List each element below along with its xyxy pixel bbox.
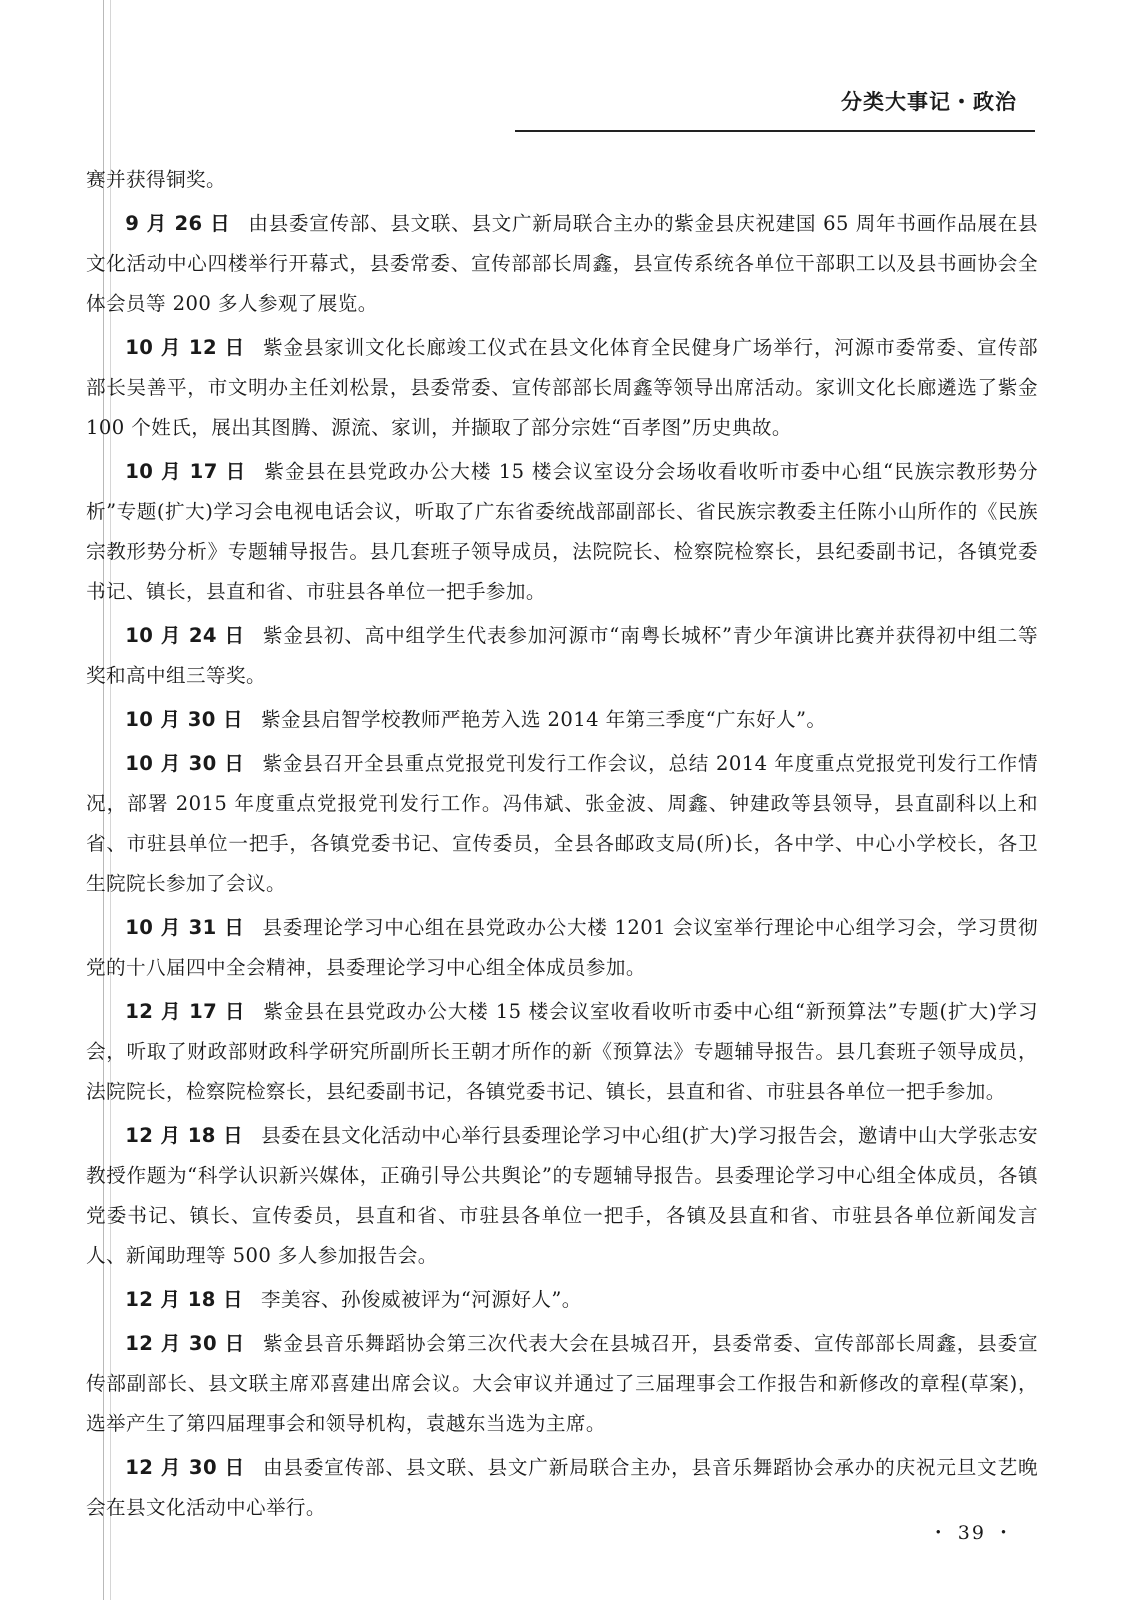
event-date: 12 月 30 日 bbox=[125, 1456, 246, 1479]
event-text: 紫金县召开全县重点党报党刊发行工作会议，总结 2014 年度重点党报党刊发行工作情况，部署 2015 年度重点党报党刊发行工作。冯伟斌、张金波、周鑫、钟建政等县领导，县直副科以上和省、市驻县单位一把手，各镇党委书记、宣传委员，全县各邮政支局(所)长，各中学、中心小学校长，各卫生院院长参加了会议。 bbox=[86, 752, 1038, 895]
page-body bbox=[86, 160, 1038, 1532]
event-date: 12 月 17 日 bbox=[125, 1000, 246, 1023]
event-entry bbox=[86, 452, 1038, 612]
event-text: 由县委宣传部、县文联、县文广新局联合主办的紫金县庆祝建国 65 周年书画作品展在县文化活动中心四楼举行开幕式，县委常委、宣传部部长周鑫，县宣传系统各单位干部职工以及县书画协会全体会员等 200 多人参观了展览。 bbox=[86, 212, 1038, 315]
event-date: 10 月 17 日 bbox=[125, 460, 247, 483]
event-entry bbox=[86, 1448, 1038, 1528]
event-entry bbox=[86, 328, 1038, 448]
event-text: 紫金县在县党政办公大楼 15 楼会议室收看收听市委中心组“新预算法”专题(扩大)学习会，听取了财政部财政科学研究所副所长王朝才所作的新《预算法》专题辅导报告。县几套班子领导成员，法院院长，检察院检察长，县纪委副书记，各镇党委书记、镇长，县直和省、市驻县各单位一把手参加。 bbox=[86, 1000, 1038, 1103]
event-text: 由县委宣传部、县文联、县文广新局联合主办，县音乐舞蹈协会承办的庆祝元旦文艺晚会在县文化活动中心举行。 bbox=[86, 1456, 1038, 1519]
event-text: 紫金县初、高中组学生代表参加河源市“南粤长城杯”青少年演讲比赛并获得初中组二等奖和高中组三等奖。 bbox=[86, 624, 1038, 687]
event-date: 10 月 12 日 bbox=[125, 336, 246, 359]
event-date: 12 月 30 日 bbox=[125, 1332, 246, 1355]
event-text: 紫金县启智学校教师严艳芳入选 2014 年第三季度“广东好人”。 bbox=[260, 708, 827, 731]
event-text: 李美容、孙俊威被评为“河源好人”。 bbox=[260, 1288, 582, 1311]
event-date: 10 月 30 日 bbox=[125, 752, 245, 775]
event-entry bbox=[86, 908, 1038, 988]
header-rule bbox=[515, 130, 1035, 132]
event-date: 9 月 26 日 bbox=[125, 212, 231, 235]
continued-paragraph: 赛并获得铜奖。 bbox=[86, 168, 226, 191]
event-text: 紫金县音乐舞蹈协会第三次代表大会在县城召开，县委常委、宣传部部长周鑫，县委宣传部副部长、县文联主席邓喜建出席会议。大会审议并通过了三届理事会工作报告和新修改的章程(草案)，选举产生了第四届理事会和领导机构，袁越东当选为主席。 bbox=[86, 1332, 1038, 1435]
event-date: 12 月 18 日 bbox=[125, 1124, 244, 1147]
event-entry bbox=[86, 992, 1038, 1112]
event-entry bbox=[86, 744, 1038, 904]
event-text: 紫金县家训文化长廊竣工仪式在县文化体育全民健身广场举行，河源市委常委、宣传部部长吴善平，市文明办主任刘松景，县委常委、宣传部部长周鑫等领导出席活动。家训文化长廊遴选了紫金 100 个姓氏，展出其图腾、源流、家训，并撷取了部分宗姓“百孝图”历史典故。 bbox=[86, 336, 1038, 439]
event-date: 12 月 18 日 bbox=[125, 1288, 243, 1311]
event-entry bbox=[86, 700, 1038, 740]
event-date: 10 月 24 日 bbox=[125, 624, 245, 647]
event-entry bbox=[86, 1324, 1038, 1444]
event-entry bbox=[86, 1116, 1038, 1276]
event-entry bbox=[86, 204, 1038, 324]
event-text: 紫金县在县党政办公大楼 15 楼会议室设分会场收看收听市委中心组“民族宗教形势分析”专题(扩大)学习会电视电话会议，听取了广东省委统战部副部长、省民族宗教委主任陈小山所作的《民族宗教形势分析》专题辅导报告。县几套班子领导成员，法院院长、检察院检察长，县纪委副书记，各镇党委书记、镇长，县直和省、市驻县各单位一把手参加。 bbox=[86, 460, 1038, 603]
event-date: 10 月 30 日 bbox=[125, 708, 243, 731]
event-entry bbox=[86, 616, 1038, 696]
page-number: ・ 39 ・ bbox=[928, 1522, 1015, 1544]
event-text: 县委在县文化活动中心举行县委理论学习中心组(扩大)学习报告会，邀请中山大学张志安教授作题为“科学认识新兴媒体，正确引导公共舆论”的专题辅导报告。县委理论学习中心组全体成员，各镇党委书记、镇长、宣传委员，县直和省、市驻县各单位一把手，各镇及县直和省、市驻县各单位新闻发言人、新闻助理等 500 多人参加报告会。 bbox=[86, 1124, 1038, 1267]
event-entry bbox=[86, 1280, 1038, 1320]
running-header: 分类大事记・政治 bbox=[841, 90, 1017, 114]
event-date: 10 月 31 日 bbox=[125, 916, 245, 939]
event-text: 县委理论学习中心组在县党政办公大楼 1201 会议室举行理论中心组学习会，学习贯彻党的十八届四中全会精神，县委理论学习中心组全体成员参加。 bbox=[86, 916, 1038, 979]
